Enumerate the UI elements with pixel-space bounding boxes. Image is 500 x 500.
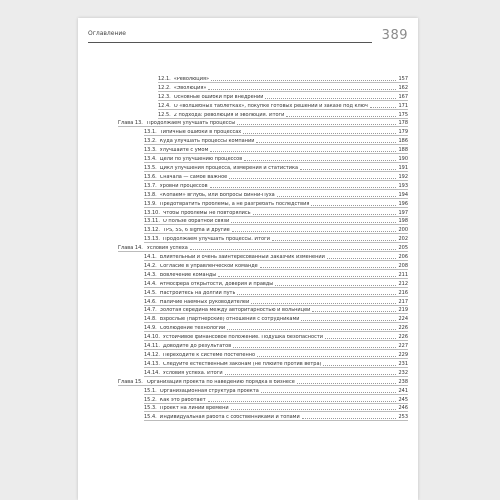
toc-entry-number: 13.2. [144,138,157,145]
dot-leader [208,89,396,90]
toc-entry-title: Основные ошибки при внедрении [173,94,264,100]
toc-entry-title: Цикл улучшения процесса, измерения и статистика [159,165,299,171]
toc-entry [88,385,408,394]
toc-entry-page: 246 [398,405,408,412]
toc-entry [88,73,408,82]
toc-entry-title: Организация проекта по наведению порядка в бизнесе [146,379,295,385]
dot-leader [211,80,396,81]
toc-entry-page: 188 [398,147,408,154]
toc-entry [88,144,408,153]
toc-entry-page: 162 [398,84,408,91]
dot-leader [275,285,396,286]
toc-entry-page: 191 [398,164,408,171]
toc-entry-page: 216 [398,289,408,296]
toc-entry-title: Сначала — самое важное [159,174,228,180]
toc-entry [88,233,408,242]
toc-entry [88,260,408,269]
toc-entry-number: 14.9. [144,325,157,332]
toc-entry-number: 12.3. [158,93,171,100]
dot-leader [261,392,397,393]
toc-entry [88,251,408,260]
toc-entry-title: Продолжаем улучшать процессы [146,121,236,127]
toc-entry-page: 231 [398,360,408,367]
toc-entry-number: 13.6. [144,173,157,180]
toc-entry-page: 198 [398,218,408,225]
toc-entry [88,278,408,287]
toc-entry-page: 205 [398,245,408,252]
toc-entry-page: 212 [398,280,408,287]
toc-entry-number: 14.8. [144,316,157,323]
toc-entry-number: 12.1. [158,75,171,82]
toc-entry-page: 167 [398,93,408,100]
toc-entry-title: Организационная структура проекта [159,388,259,394]
dot-leader [311,205,396,206]
toc-entry [88,331,408,340]
dot-leader [297,383,397,384]
toc-entry-title: 2 подхода: революция и эволюция. Итоги [173,112,285,118]
dot-leader [323,365,396,366]
toc-entry-page: 224 [398,316,408,323]
toc-entry-title: Согласие в управленческой команде [159,263,258,269]
book-page [78,18,418,500]
toc-entry-title: Влиятельный и очень заинтересованный Заказчик изменений [159,255,325,261]
toc-entry-page: 217 [398,298,408,305]
toc-entry-number: 14.2. [144,262,157,269]
toc-entry-number: Глава 13. [118,120,143,127]
toc-entry-title: Устойчивое финансовое положение. Подушка безопасности [162,335,324,341]
dot-leader [325,338,396,339]
toc-entry-number: 13.8. [144,191,157,198]
toc-entry-title: Вовлечение команды [159,272,217,278]
toc-entry-number: 13.3. [144,147,157,154]
toc-entry [88,394,408,403]
toc-entry [88,349,408,358]
dot-leader [227,329,396,330]
toc-entry-page: 219 [398,307,408,314]
header-divider [88,42,372,43]
toc-entry-title: Наличие наемных руководителей [159,299,250,305]
toc-entry-number: 13.4. [144,156,157,163]
toc-entry-page: 229 [398,352,408,358]
toc-entry-page: 226 [398,325,408,332]
toc-entry-title: Доводите до результатов [162,344,232,350]
toc-entry-page: 179 [398,129,408,136]
toc-entry-number: 14.12. [144,352,160,358]
toc-entry-title: О пользе обратной связи [162,219,230,225]
toc-entry-title: Типичные ошибки в процессах [159,130,242,136]
toc-entry-page: 226 [398,334,408,341]
dot-leader [277,196,397,197]
toc-entry-page: 194 [398,191,408,198]
dot-leader [210,151,396,152]
toc-entry [88,189,408,198]
toc-entry-page: 232 [398,369,408,376]
running-header-title: Оглавление [88,30,126,37]
toc-entry-title: Соблюдение технологии [159,326,226,332]
toc-entry [88,322,408,331]
toc-entry [88,305,408,314]
page-number: 389 [381,28,408,43]
toc-entry-title: Предотвратить проблемы, а не разгребать последствия [159,201,310,207]
toc-chapter-entry [88,242,408,251]
toc-entry-page: 157 [398,75,408,82]
toc-entry-title: Куда улучшать процессы компании [159,139,255,145]
toc-entry-title: Взрослые (партнерские) отношения с сотрудниками [159,317,300,323]
dot-leader [301,320,396,321]
toc-entry [88,224,408,233]
dot-leader [208,401,397,402]
toc-entry [88,198,408,207]
toc-entry-title: Индивидуальная работа с собственниками и топами [159,415,300,421]
dot-leader [302,418,397,419]
toc-entry-page: 175 [398,111,408,118]
toc-entry-page: 241 [398,387,408,394]
toc-entry-page: 197 [398,209,408,216]
toc-entry-number: Глава 15. [118,378,143,385]
toc-entry-page: 178 [398,120,408,127]
toc-entry [88,153,408,162]
toc-entry-page: 192 [398,173,408,180]
toc-entry [88,403,408,412]
toc-entry-number: 13.5. [144,164,157,171]
toc-entry [88,313,408,322]
toc-entry [88,180,408,189]
toc-entry-page: 253 [398,414,408,421]
dot-leader [327,258,397,259]
toc-entry-page: 227 [398,343,408,350]
toc-entry-number: 12.5. [158,111,171,118]
toc-entry-page: 200 [398,227,408,234]
toc-entry-number: 14.6. [144,298,157,305]
toc-entry [88,269,408,278]
toc-entry-number: 12.4. [158,102,171,109]
toc-entry [88,162,408,171]
toc-entry [88,91,408,100]
toc-entry-number: 13.11. [144,218,160,225]
toc-entry-number: 12.2. [158,84,171,91]
toc-entry-page: 171 [398,102,408,109]
toc-entry-title: Продолжаем улучшать процессы. Итоги [162,237,270,243]
dot-leader [229,178,396,179]
toc-entry-title: Цели по улучшению процессов [159,157,243,163]
toc-entry-number: 13.10. [144,209,160,216]
toc-entry-number: 15.3. [144,405,157,412]
table-of-contents [88,73,408,420]
toc-entry-title: Проект на линии времени [159,406,229,412]
dot-leader [237,294,396,295]
toc-entry-number: 13.7. [144,182,157,189]
toc-entry-number: 14.4. [144,280,157,287]
toc-chapter-entry [88,118,408,127]
dot-leader [256,142,396,143]
toc-entry-title: «Эволюция» [173,85,207,91]
dot-leader [300,169,396,170]
toc-entry [88,109,408,118]
toc-entry-number: 14.11. [144,343,160,350]
dot-leader [237,124,396,125]
toc-entry-number: 14.10. [144,334,160,341]
toc-entry [88,367,408,376]
toc-entry [88,296,408,305]
dot-leader [218,276,396,277]
toc-entry-title: О «волшебных таблетках», покупке готовых решений и заказе под ключ [173,103,368,109]
toc-entry-page: 206 [398,254,408,261]
toc-entry-number: 15.4. [144,414,157,421]
toc-entry-page: 245 [398,396,408,403]
toc-entry-title: Переходите к системе постепенно [162,353,256,358]
dot-leader [257,356,396,357]
toc-entry [88,171,408,180]
toc-entry-page: 208 [398,262,408,269]
toc-entry-title: Чтобы проблемы не повторялись [162,210,251,216]
dot-leader [312,311,396,312]
toc-entry-title: Условия успеха. Итоги [162,370,223,376]
toc-entry-number: 14.7. [144,307,157,314]
toc-entry-number: 15.2. [144,396,157,403]
dot-leader [272,240,396,241]
toc-entry [88,411,408,420]
toc-chapter-entry [88,376,408,385]
dot-leader [233,347,396,348]
dot-leader [210,187,397,188]
toc-entry-title: «Копаем» вглубь, или Вопросы Винни-Пуха [159,192,275,198]
toc-entry-page: 196 [398,200,408,207]
toc-entry-title: Следуйте естественным законам (не плюйте против ветра) [162,361,322,367]
toc-entry-number: 15.1. [144,387,157,394]
toc-entry [88,287,408,296]
dot-leader [244,160,396,161]
dot-leader [190,249,397,250]
toc-entry-number: 14.5. [144,289,157,296]
dot-leader [243,133,396,134]
toc-entry [88,216,408,225]
toc-entry-number: 13.13. [144,236,160,243]
toc-entry-page: 193 [398,182,408,189]
toc-entry [88,135,408,144]
toc-entry-title: TPS, 5S, 6 sigma и другие [162,228,230,234]
toc-entry-page: 211 [398,271,408,278]
toc-entry [88,340,408,349]
dot-leader [231,222,396,223]
toc-entry-number: 14.14. [144,369,160,376]
toc-entry-title: Уровни процессов [159,183,208,189]
toc-entry-title: Настройтесь на долгий путь [159,290,236,296]
dot-leader [253,214,397,215]
dot-leader [225,374,397,375]
toc-entry [88,358,408,367]
toc-entry [88,82,408,91]
toc-entry-title: Улучшайте с умом [159,148,209,154]
toc-entry-page: 202 [398,236,408,243]
toc-entry-page: 190 [398,156,408,163]
toc-entry-number: 13.1. [144,129,157,136]
toc-entry-title: Как это работает [159,397,206,403]
dot-leader [260,267,397,268]
toc-entry-number: 14.13. [144,360,160,367]
dot-leader [265,98,396,99]
toc-entry [88,100,408,109]
toc-entry-number: 14.3. [144,271,157,278]
dot-leader [286,116,396,117]
toc-entry-number: 14.1. [144,254,157,261]
toc-entry [88,207,408,216]
toc-entry-title: Золотая середина между авторитарностью и вольницей [159,308,311,314]
toc-entry [88,126,408,135]
page-header [88,30,408,48]
toc-entry-page: 186 [398,138,408,145]
dot-leader [251,303,396,304]
dot-leader [232,231,397,232]
dot-leader [370,107,397,108]
toc-entry-title: «Революция» [173,76,210,82]
toc-entry-number: 13.9. [144,200,157,207]
toc-entry-title: Атмосфера открытости, доверия и правды [159,281,274,287]
toc-entry-title: Условия успеха [146,246,188,252]
dot-leader [231,409,397,410]
toc-entry-number: Глава 14. [118,245,143,252]
toc-entry-page: 238 [398,378,408,385]
toc-entry-number: 13.12. [144,227,160,234]
